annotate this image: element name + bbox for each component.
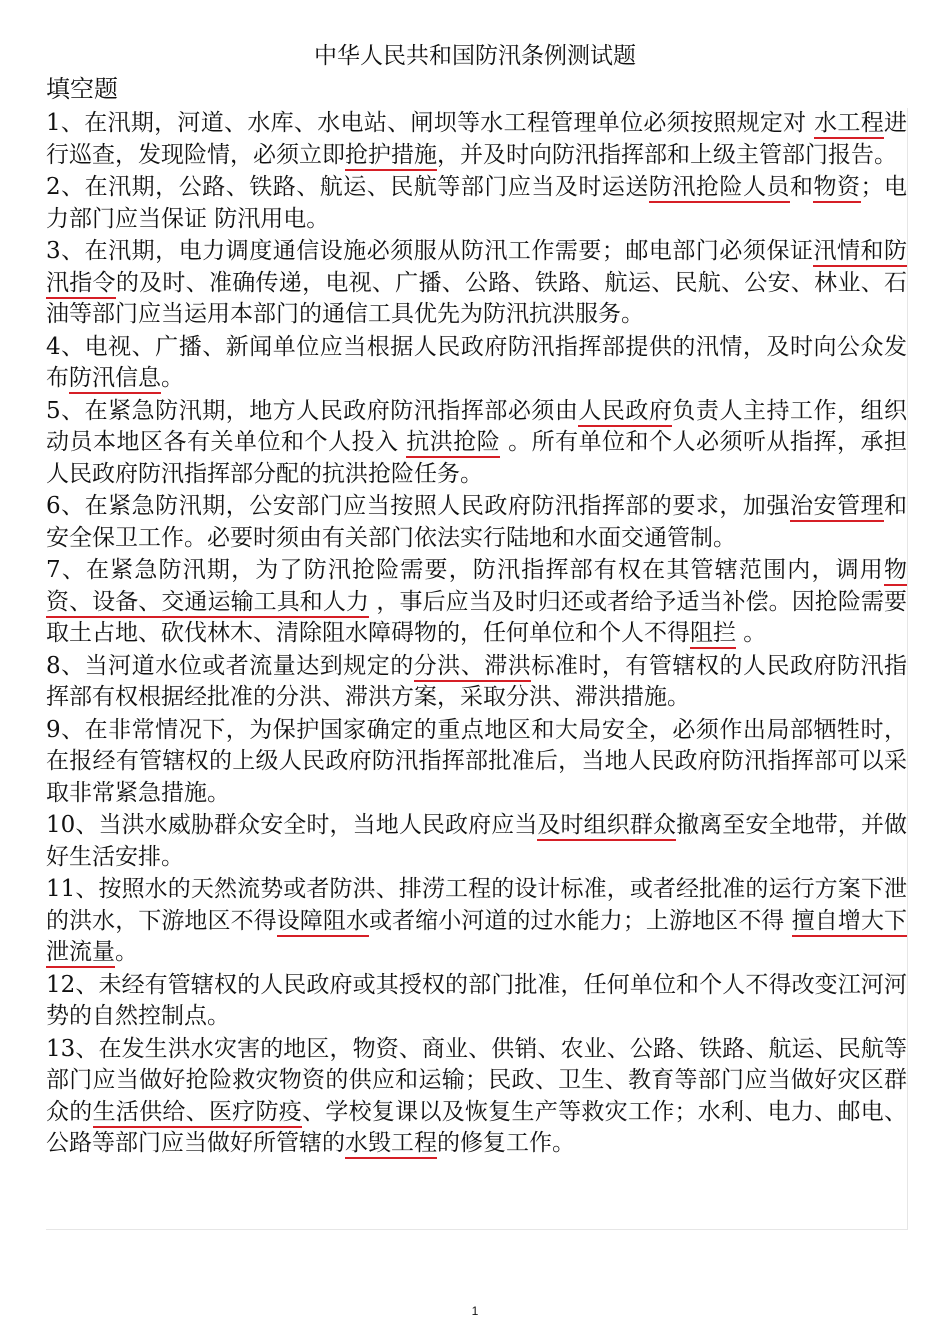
answer-blank: 抢护措施 <box>345 142 437 171</box>
question-text: 的及时、准确传递，电视、广播、公路、铁路、航运、民航、公安、林业、石油等部门应当运用本部门的通信工具优先为防汛抗洪服务。 <box>46 269 908 327</box>
answer-blank: 物资 <box>813 174 860 203</box>
answer-blank: 水工程 <box>814 110 884 139</box>
question-text: 8、当河道水位或者流量达到规定的 <box>46 652 414 679</box>
question-text: ，并及时向防汛指挥部和上级主管部门报告。 <box>437 141 897 168</box>
question-text: 。所有单位和个人必须听从指挥，承担人民政府防汛指挥部分配的抗洪抢险任务。 <box>46 429 908 487</box>
question-item <box>46 491 907 554</box>
question-item <box>46 108 907 171</box>
question-text: 9、在非常情况下，为保护国家确定的重点地区和大局安全，必须作出局部牺牲时，在报经有管辖权的上级人民政府防汛指挥部批准后，当地人民政府防汛指挥部可以采取非常紧急措施。 <box>46 716 907 806</box>
question-text: 13、在发生洪水灾害的地区，物资、商业、供销、农业、公路、铁路、航运、民航等部门应当做好抢险救灾物资的供应和运输；民政、卫生、教育等部门应当做好灾区群众的 <box>46 1035 907 1125</box>
question-item <box>46 172 907 235</box>
question-text: 5、在紧急防汛期，地方人民政府防汛指挥部必须由 <box>46 397 579 424</box>
answer-blank: 分洪、滞洪 <box>414 653 532 682</box>
section-heading: 填空题 <box>46 75 118 103</box>
question-text: 。 <box>161 365 184 391</box>
question-text: 10、当洪水威胁群众安全时，当地人民政府应当 <box>46 812 538 838</box>
answer-blank: 阻拦 <box>690 620 736 649</box>
answer-blank: 及时组织群众 <box>537 812 676 841</box>
answer-blank: 水毁工程 <box>345 1130 437 1159</box>
question-text: 。 <box>736 620 767 646</box>
question-text: 1、在汛期，河道、水库、水电站、闸坝等水工程管理单位必须按照规定对 <box>46 110 815 136</box>
answer-blank: 设障阻水 <box>277 908 369 937</box>
question-text: 或者缩小河道的过水能力；上游地区不得 <box>369 907 792 934</box>
question-item <box>46 651 907 714</box>
page-title: 中华人民共和国防汛条例测试题 <box>314 43 636 69</box>
question-text: 12、未经有管辖权的人民政府或其授权的部门批准，任何单位和个人不得改变江河河势的自然控制点。 <box>46 971 907 1029</box>
answer-blank: 治安管理 <box>790 493 884 522</box>
question-text: 的修复工作。 <box>437 1130 575 1156</box>
question-text: 撤离至安全地带，并做好生活安排。 <box>46 812 907 870</box>
question-text: 6、在紧急防汛期，公安部门应当按照人民政府防汛指挥部的要求，加强 <box>46 493 790 519</box>
question-text: ；电力部门应当保证 防汛用电。 <box>46 174 908 232</box>
question-text: 4、电视、广播、新闻单位应当根据人民政府防汛指挥部提供的汛情，及时向公众发布 <box>46 333 907 391</box>
question-text: 和安全保卫工作。必要时须由有关部门依法实行陆地和水面交通管制。 <box>46 493 907 551</box>
question-item <box>46 970 907 1033</box>
question-item <box>46 236 907 331</box>
question-text: 7、在紧急防汛期，为了防汛抢险需要，防汛指挥部有权在其管辖范围内，调用 <box>46 557 884 583</box>
answer-blank: 人民政府 <box>578 398 672 427</box>
question-text: 2、在汛期，公路、铁路、航运、民航等部门应当及时运送 <box>46 174 649 200</box>
answer-blank: 抗洪抢险 <box>406 429 500 458</box>
question-text: 进行巡查，发现险情，必须立即 <box>46 110 908 168</box>
page-number: 1 <box>471 1304 479 1318</box>
answer-blank: 擅自增大下泄流量 <box>46 908 907 969</box>
question-text: 。 <box>115 939 138 965</box>
question-item <box>46 810 907 873</box>
answer-blank: 防汛抢险人员 <box>649 174 790 203</box>
answer-blank: 物资、设备、交通运输工具和人力 <box>46 557 907 618</box>
question-item <box>46 874 907 969</box>
question-list <box>46 108 908 1230</box>
question-item <box>46 1034 907 1160</box>
answer-blank: 生活供给、医疗防疫 <box>93 1099 303 1128</box>
answer-blank: 汛情和防汛指令 <box>46 238 907 299</box>
question-item <box>46 396 907 491</box>
question-text: 和 <box>789 174 814 200</box>
question-item <box>46 555 907 650</box>
question-text: 标准时，有管辖权的人民政府防汛指挥部有权根据经批准的分洪、滞洪方案，采取分洪、滞洪措施。 <box>46 652 908 710</box>
question-text: 3、在汛期，电力调度通信设施必须服从防汛工作需要；邮电部门必须保证 <box>46 238 814 264</box>
question-text: 、学校复课以及恢复生产等救灾工作；水利、电力、邮电、公路等部门应当做好所管辖的 <box>46 1098 908 1156</box>
question-item <box>46 332 907 395</box>
answer-blank: 防汛信息 <box>69 365 161 394</box>
question-text: 负责人主持工作，组织动员本地区各有关单位和个人投入 <box>46 397 908 455</box>
question-text: 11、按照水的天然流势或者防洪、排涝工程的设计标准，或者经批准的运行方案下泄的洪水，下游地区不得 <box>46 876 907 934</box>
question-item <box>46 715 907 810</box>
question-text: ，事后应当及时归还或者给予适当补偿。因抢险需要取土占地、砍伐林木、清除阻水障碍物的，任何单位和个人不得 <box>46 588 908 646</box>
